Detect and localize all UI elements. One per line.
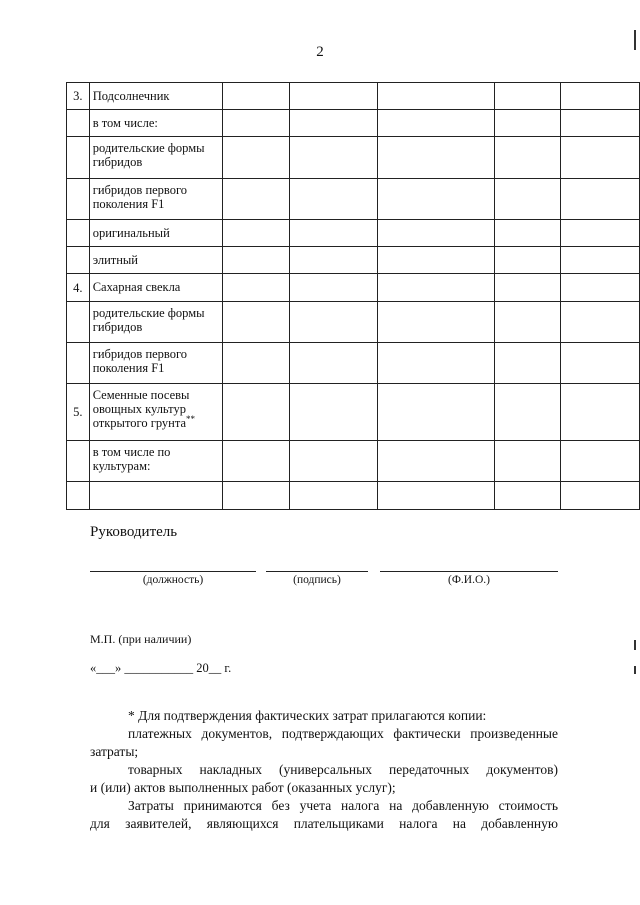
row-label-line: культурам:	[92, 459, 151, 473]
row-number	[67, 110, 90, 137]
footnote-marker: **	[186, 413, 196, 424]
value-cell[interactable]	[377, 441, 494, 482]
value-cell[interactable]	[377, 110, 494, 137]
row-label-line: открытого грунта**	[92, 413, 196, 430]
row-number	[67, 220, 90, 247]
row-label-line: в том числе по	[92, 445, 171, 459]
value-cell[interactable]	[560, 220, 639, 247]
value-cell[interactable]	[289, 137, 377, 179]
value-cell[interactable]	[223, 220, 290, 247]
row-label-line: поколения F1	[92, 197, 165, 211]
row-label	[89, 110, 223, 137]
value-cell[interactable]	[560, 137, 639, 179]
value-cell[interactable]	[289, 302, 377, 343]
row-label	[89, 137, 223, 179]
value-cell[interactable]	[289, 83, 377, 110]
value-cell[interactable]	[560, 274, 639, 302]
row-label-line: в том числе:	[92, 116, 158, 130]
head-title: Руководитель	[90, 524, 178, 540]
stamp-note: М.П. (при наличии)	[90, 632, 192, 646]
value-cell[interactable]	[223, 247, 290, 274]
value-cell[interactable]	[560, 302, 639, 343]
value-cell[interactable]	[560, 83, 639, 110]
value-cell[interactable]	[495, 247, 561, 274]
row-number: 3.	[67, 83, 90, 110]
row-number	[67, 247, 90, 274]
value-cell[interactable]	[495, 384, 561, 441]
value-cell[interactable]	[289, 343, 377, 384]
value-cell[interactable]	[289, 247, 377, 274]
value-cell[interactable]	[377, 247, 494, 274]
page-number: 2	[316, 44, 324, 60]
crops-cost-table	[66, 82, 640, 510]
row-number	[67, 343, 90, 384]
value-cell[interactable]	[289, 179, 377, 220]
row-label-line: оригинальный	[92, 226, 170, 240]
table-row	[67, 220, 640, 247]
table-row	[67, 441, 640, 482]
row-label-line: овощных культур	[92, 402, 186, 416]
row-label	[89, 482, 223, 510]
row-number	[67, 302, 90, 343]
value-cell[interactable]	[495, 137, 561, 179]
page-edge-mark	[634, 30, 636, 50]
footnote-item1-line1: платежных документов, подтверждающих фактически произведенные	[128, 726, 558, 741]
footnote-item3-line1: Затраты принимаются без учета налога на добавленную стоимость	[128, 798, 558, 813]
value-cell[interactable]	[289, 110, 377, 137]
value-cell[interactable]	[223, 110, 290, 137]
value-cell[interactable]	[495, 482, 561, 510]
row-label	[89, 384, 223, 441]
value-cell[interactable]	[377, 482, 494, 510]
table-row	[67, 384, 640, 441]
row-label	[89, 441, 223, 482]
value-cell[interactable]	[223, 302, 290, 343]
position-line[interactable]	[90, 571, 256, 572]
row-label-line: гибридов первого	[92, 183, 188, 197]
value-cell[interactable]	[223, 441, 290, 482]
name-caption: (Ф.И.О.)	[448, 574, 490, 586]
row-label-line: Семенные посевы	[92, 388, 190, 402]
value-cell[interactable]	[495, 83, 561, 110]
position-caption: (должность)	[142, 574, 204, 586]
row-label	[89, 274, 223, 302]
footnote-intro: * Для подтверждения фактических затрат прилагаются копии:	[128, 708, 487, 723]
value-cell[interactable]	[223, 384, 290, 441]
value-cell[interactable]	[495, 302, 561, 343]
value-cell[interactable]	[289, 441, 377, 482]
table-row	[67, 83, 640, 110]
table-row	[67, 274, 640, 302]
table-row	[67, 247, 640, 274]
value-cell[interactable]	[495, 110, 561, 137]
table-row	[67, 110, 640, 137]
row-label	[89, 220, 223, 247]
value-cell[interactable]	[223, 343, 290, 384]
value-cell[interactable]	[377, 220, 494, 247]
row-label	[89, 302, 223, 343]
value-cell[interactable]	[560, 482, 639, 510]
value-cell[interactable]	[560, 343, 639, 384]
row-label-line: гибридов первого	[92, 347, 188, 361]
value-cell[interactable]	[495, 274, 561, 302]
value-cell[interactable]	[223, 83, 290, 110]
row-number	[67, 137, 90, 179]
value-cell[interactable]	[289, 274, 377, 302]
row-label	[89, 247, 223, 274]
table-row	[67, 179, 640, 220]
value-cell[interactable]	[495, 220, 561, 247]
row-label-line: Подсолнечник	[92, 89, 170, 103]
table-row	[67, 343, 640, 384]
value-cell[interactable]	[223, 274, 290, 302]
table-row	[67, 137, 640, 179]
footnote-item3-line2: для заявителей, являющихся плательщиками налога на добавленную	[90, 816, 558, 831]
value-cell[interactable]	[377, 137, 494, 179]
value-cell[interactable]	[289, 384, 377, 441]
row-label	[89, 343, 223, 384]
row-number	[67, 441, 90, 482]
value-cell[interactable]	[377, 302, 494, 343]
value-cell[interactable]	[560, 179, 639, 220]
value-cell[interactable]	[377, 179, 494, 220]
row-label-line: Сахарная свекла	[92, 280, 181, 294]
row-number	[67, 482, 90, 510]
date-line[interactable]: «___» ___________ 20__ г.	[90, 661, 232, 675]
value-cell[interactable]	[377, 343, 494, 384]
value-cell[interactable]	[223, 137, 290, 179]
value-cell[interactable]	[377, 384, 494, 441]
value-cell[interactable]	[377, 83, 494, 110]
signature-caption: (подпись)	[293, 574, 341, 586]
page-edge-mark	[634, 666, 636, 674]
value-cell[interactable]	[560, 441, 639, 482]
row-label	[89, 179, 223, 220]
value-cell[interactable]	[560, 110, 639, 137]
row-label-line: родительские формы	[92, 306, 205, 320]
row-label	[89, 83, 223, 110]
value-cell[interactable]	[495, 441, 561, 482]
value-cell[interactable]	[223, 482, 290, 510]
value-cell[interactable]	[289, 220, 377, 247]
value-cell[interactable]	[289, 482, 377, 510]
row-label-line: элитный	[92, 253, 138, 267]
row-number: 4.	[67, 274, 90, 302]
value-cell[interactable]	[223, 179, 290, 220]
row-label-line: родительские формы	[92, 141, 205, 155]
value-cell[interactable]	[560, 247, 639, 274]
footnote-item1-line2: затраты;	[90, 744, 139, 759]
value-cell[interactable]	[495, 179, 561, 220]
table-row	[67, 482, 640, 510]
table-row	[67, 302, 640, 343]
value-cell[interactable]	[560, 384, 639, 441]
footnote-item2-line2: и (или) актов выполненных работ (оказанных услуг);	[90, 780, 396, 795]
name-line[interactable]	[380, 571, 558, 572]
row-label-line: поколения F1	[92, 361, 165, 375]
footnote-item2-line1: товарных накладных (универсальных передаточных документов)	[128, 762, 558, 777]
row-label-line: гибридов	[92, 155, 143, 169]
row-number	[67, 179, 90, 220]
signature-line[interactable]	[266, 571, 368, 572]
value-cell[interactable]	[377, 274, 494, 302]
row-number: 5.	[67, 384, 90, 441]
value-cell[interactable]	[495, 343, 561, 384]
page-edge-mark	[634, 640, 636, 650]
row-label-line: гибридов	[92, 320, 143, 334]
